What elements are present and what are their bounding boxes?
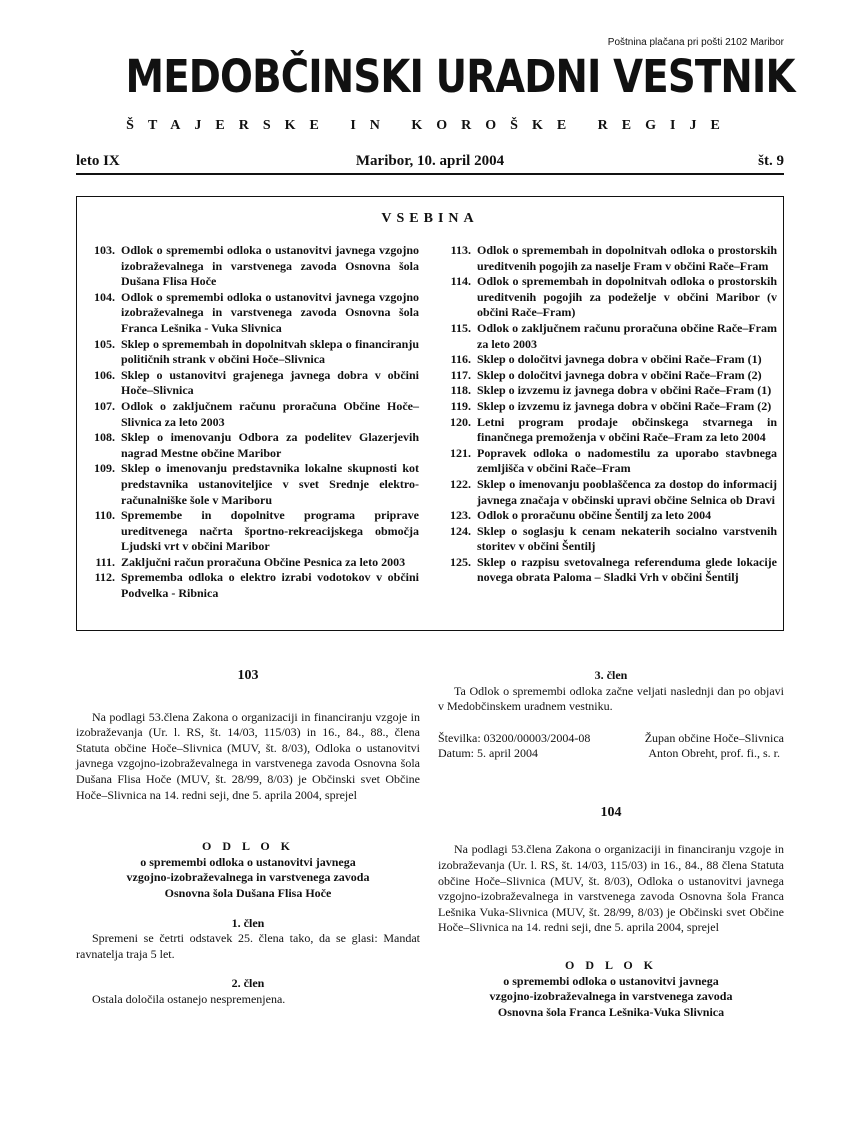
toc-entry-number: 104. bbox=[94, 289, 115, 304]
toc-entry bbox=[439, 321, 777, 352]
odlok-104-title-line2: vzgojno-izobraževalnega in varstvenega zavoda bbox=[489, 989, 733, 1004]
preamble-103: Na podlagi 53.člena Zakona o organizaciji in financiranju vzgoje in izobraževanja (Ur. l. RS, št. 14/03, 115/03) in 16., 84., 88., člena Statuta občine Hoče–Slivnica (MUV, št. 8/03), Odloka o ustanovitvi javnega vzgojno-izobraževalnega in varstvenega zavoda Osnovna šola Dušana Flisa Hoče (MUV, št. 28/99, 8/03) je Občinski svet Občine Hoče–Slivnica na 14. redni seji, dne 5. aprila 2004, sprejel bbox=[76, 709, 420, 802]
odlok-label-103: O D L O K bbox=[201, 839, 294, 854]
toc-entry bbox=[439, 399, 777, 415]
toc-entry-title: Sprememba odloka o elektro izrabi vodotokov v občini Podvelka - Ribnica bbox=[121, 570, 419, 601]
toc-entry-title: Sklep o imenovanju predstavnika lokalne skupnosti kot predstavnika ustanoviteljice v svet Srednje elektro-računalniške šole v Mariboru bbox=[121, 461, 419, 507]
clen-1-text: Spremeni se četrti odstavek 25. člena tako, da se glasi: Mandat ravnatelja traja 5 let. bbox=[76, 931, 420, 961]
toc-entry-title: Odlok o proračunu občine Šentilj za leto 2004 bbox=[477, 508, 712, 523]
toc-entry-number: 124. bbox=[450, 523, 471, 538]
clen-2-text: Ostala določila ostanejo nespremenjena. bbox=[92, 991, 286, 1006]
toc-entry bbox=[83, 399, 419, 430]
toc-entry bbox=[83, 555, 419, 571]
preamble-104: Na podlagi 53.člena Zakona o organizaciji in financiranju vzgoje in izobraževanja (Ur. l. RS, št. 14/03, 115/03) in 16., 84., 88 člena Statuta občine Hoče–Slivnica (MUV, št. 8/03), Odloka o ustanovitvi javnega vzgojno-izobraževalnega in varstvenega zavoda Osnovna šola Franca Lešnika Vuka-Slivnica (MUV, št. 28/99, 8/03) je Občinski svet Občine Hoče–Slivnica na 14. redni seji, dne 5. aprila 2004, sprejel bbox=[438, 842, 784, 935]
toc-entry-number: 108. bbox=[94, 430, 115, 445]
toc-entry-title: Sklep o izvzemu iz javnega dobra v občini Rače–Fram (1) bbox=[477, 383, 772, 398]
toc-entry-number: 110. bbox=[94, 508, 115, 523]
table-of-contents bbox=[76, 196, 784, 631]
clen-2-title: 2. člen bbox=[231, 976, 265, 991]
toc-entry-title: Sklep o imenovanju Odbora za podelitev Glazerjevih nagrad Mestne občine Maribor bbox=[121, 430, 419, 460]
toc-entry bbox=[439, 383, 777, 399]
masthead-title: MEDOBČINSKI URADNI VESTNIK bbox=[125, 50, 795, 103]
toc-entry bbox=[83, 337, 419, 368]
toc-entry-number: 112. bbox=[94, 570, 115, 585]
toc-entry bbox=[439, 243, 777, 274]
toc-entry-title: Odlok o zaključnem računu proračuna Občine Hoče–Slivnica za leto 2003 bbox=[121, 398, 419, 429]
odlok-104-title-line3: Osnovna šola Franca Lešnika-Vuka Slivnica bbox=[497, 1004, 725, 1019]
odlok-label-104: O D L O K bbox=[564, 957, 657, 972]
toc-entry bbox=[439, 274, 777, 321]
toc-entry bbox=[439, 352, 777, 368]
toc-entry-number: 115. bbox=[450, 320, 471, 335]
masthead-subtitle: ŠTAJERSKE IN KOROŠKE REGIJE bbox=[126, 118, 734, 133]
toc-entry-number: 121. bbox=[450, 445, 471, 460]
toc-entry bbox=[439, 555, 777, 586]
toc-entry-number: 119. bbox=[450, 398, 471, 413]
toc-entry bbox=[83, 290, 419, 337]
toc-entry bbox=[83, 508, 419, 555]
toc-entry-number: 103. bbox=[94, 243, 115, 257]
toc-entry-number: 105. bbox=[94, 336, 115, 351]
toc-entry-title: Sklep o imenovanju pooblaščenca za dostop do informacij javnega značaja v občinski upravi občine Selnica ob Dravi bbox=[477, 476, 777, 507]
toc-entry-title: Zaključni račun proračuna Občine Pesnica za leto 2003 bbox=[121, 554, 406, 569]
toc-entry-title: Odlok o spremembi odloka o ustanovitvi javnega vzgojno izobraževalnega in varstvenega zavoda Osnovna šola Franca Lešnika - Vuka Slivnica bbox=[121, 289, 419, 335]
toc-entry-number: 109. bbox=[94, 461, 115, 476]
toc-entry-number: 111. bbox=[95, 554, 115, 569]
document-number: Številka: 03200/00003/2004-08 bbox=[438, 730, 591, 745]
section-number-103: 103 bbox=[237, 668, 259, 683]
toc-entry bbox=[439, 477, 777, 508]
toc-entry bbox=[439, 446, 777, 477]
toc-entry bbox=[83, 430, 419, 461]
toc-entry bbox=[439, 415, 777, 446]
toc-entry bbox=[83, 461, 419, 508]
odlok-title-line2: vzgojno-izobraževalnega in varstvenega zavoda bbox=[126, 870, 370, 885]
mayor-title: Župan občine Hoče–Slivnica bbox=[644, 730, 784, 745]
issue-date: Maribor, 10. april 2004 bbox=[355, 153, 505, 169]
toc-entry bbox=[439, 508, 777, 524]
toc-entry-number: 122. bbox=[450, 476, 471, 491]
toc-entry-number: 107. bbox=[94, 398, 115, 413]
toc-entry-title: Sklep o ustanovitvi grajenega javnega dobra v občini Hoče–Slivnica bbox=[121, 367, 419, 398]
toc-entry-number: 118. bbox=[450, 383, 471, 398]
toc-entry-title: Spremembe in dopolnitve programa priprave ureditvenega načrta športno-rekreacijskega območja Ljudski vrt v občini Maribor bbox=[121, 508, 419, 554]
odlok-title-line3: Osnovna šola Dušana Flisa Hoče bbox=[164, 885, 332, 900]
toc-entry-title: Odlok o spremembi odloka o ustanovitvi javnega vzgojno izobraževalnega in varstvenega zavoda Osnovna šola Dušana Flisa Hoče bbox=[121, 243, 419, 289]
signature-block bbox=[438, 731, 784, 763]
toc-entry-title: Sklep o določitvi javnega dobra v občini Rače–Fram (1) bbox=[477, 352, 762, 367]
toc-entry-title: Letni program prodaje občinskega stvarnega in finančnega premoženja v občini Rače–Fram za leto 2004 bbox=[477, 414, 777, 445]
toc-entry-title: Sklep o izvzemu iz javnega dobra v občini Rače–Fram (2) bbox=[477, 398, 772, 413]
toc-entry-number: 123. bbox=[450, 508, 471, 523]
toc-left-column bbox=[83, 243, 419, 602]
toc-entry-title: Sklep o razpisu svetovalnega referenduma glede lokacije novega obrata Paloma – Sladki Vrh v občini Šentilj bbox=[477, 554, 777, 585]
clen-1-title: 1. člen bbox=[231, 915, 265, 930]
document-date: Datum: 5. april 2004 bbox=[438, 745, 538, 760]
odlok-104-title-line1: o spremembi odloka o ustanovitvi javnega bbox=[503, 973, 719, 988]
toc-entry bbox=[83, 243, 419, 290]
toc-entry-title: Popravek odloka o nadomestilu za uporabo stavbnega zemljišča v občini Rače–Fram bbox=[477, 445, 777, 476]
mayor-name: Anton Obreht, prof. fi., s. r. bbox=[648, 745, 780, 760]
odlok-title-line1: o spremembi odloka o ustanovitvi javnega bbox=[140, 854, 356, 869]
issue-year: leto IX bbox=[76, 153, 120, 169]
left-text-column bbox=[76, 668, 420, 1008]
toc-entry-number: 117. bbox=[450, 367, 471, 382]
toc-entry-number: 114. bbox=[450, 274, 471, 289]
toc-entry bbox=[439, 524, 777, 555]
toc-entry-title: Odlok o zaključnem računu proračuna občine Rače–Fram za leto 2003 bbox=[477, 320, 777, 351]
toc-entry-number: 106. bbox=[94, 367, 115, 382]
toc-entry-title: Sklep o določitvi javnega dobra v občini Rače–Fram (2) bbox=[477, 367, 762, 382]
toc-entry bbox=[439, 368, 777, 384]
toc-entry-title: Sklep o spremembah in dopolnitvah sklepa o financiranju političnih strank v občini Hoče–Slivnica bbox=[121, 336, 419, 367]
toc-entry-number: 125. bbox=[450, 554, 471, 569]
issue-info-bar bbox=[76, 153, 784, 175]
toc-entry-title: Sklep o soglasju k cenam nekaterih socialno varstvenih storitev v občini Šentilj bbox=[477, 523, 777, 554]
toc-entry-number: 113. bbox=[450, 243, 471, 257]
right-text-column bbox=[438, 668, 784, 1020]
postage-note: Poštnina plačana pri pošti 2102 Maribor bbox=[607, 37, 784, 48]
issue-number: št. 9 bbox=[758, 153, 784, 169]
toc-entry-number: 120. bbox=[450, 414, 471, 429]
toc-entry bbox=[83, 368, 419, 399]
toc-title: VSEBINA bbox=[381, 211, 479, 226]
toc-entry-number: 116. bbox=[450, 352, 471, 367]
clen-3-title: 3. člen bbox=[594, 668, 628, 682]
toc-entry-title: Odlok o spremembah in dopolnitvah odloka o prostorskih ureditvenih pogojih za podeželje v občini Maribor (v občini Rače–Fram) bbox=[477, 274, 777, 320]
toc-entry-title: Odlok o spremembah in dopolnitvah odloka o prostorskih ureditvenih pogojih za naselje Fram v občini Rače–Fram bbox=[477, 243, 777, 273]
toc-entry bbox=[83, 570, 419, 601]
section-number-104: 104 bbox=[600, 804, 622, 820]
clen-3-text: Ta Odlok o spremembi odloka začne veljati naslednji dan po objavi v Medobčinskem uradnem vestniku. bbox=[438, 683, 784, 714]
toc-right-column bbox=[439, 243, 777, 586]
